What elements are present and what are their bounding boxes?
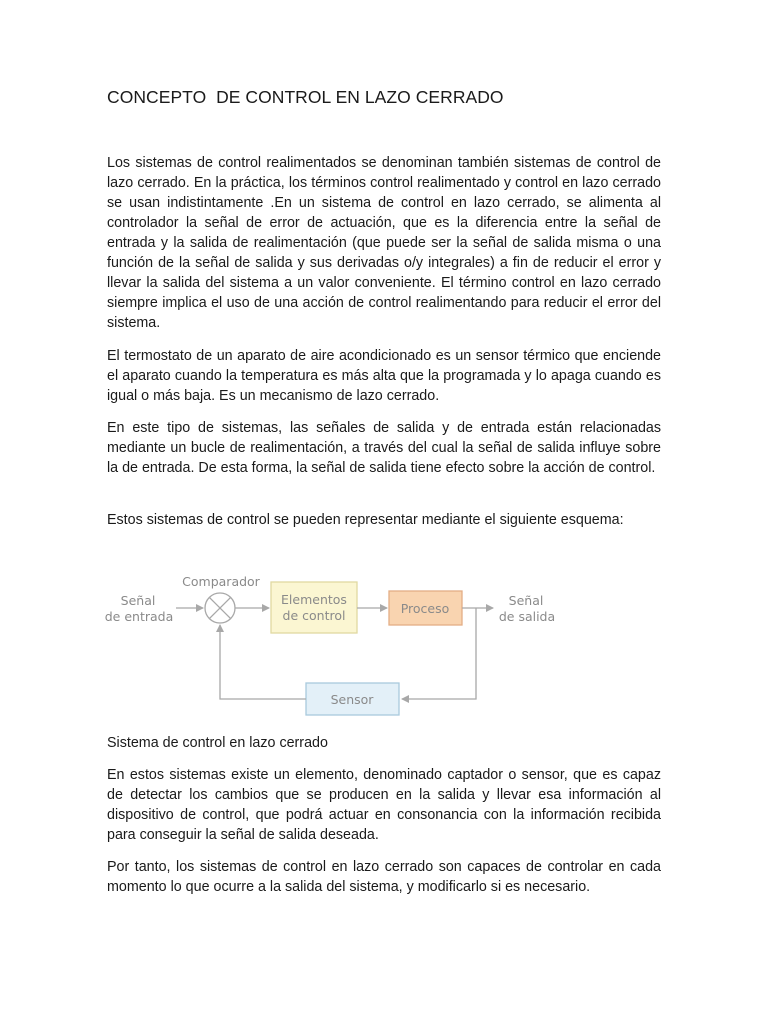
paragraph-feedback-loop: En este tipo de sistemas, las señales de salida y de entrada están relacionadas mediante un bucle de realimentación, a través del cual la señal de salida influye sobre la de entrada. De esta forma, la señal de salida tiene efecto sobre la acción de control.: [107, 420, 661, 476]
control-elements-label-line2: de control: [282, 608, 346, 623]
page-title: CONCEPTO DE CONTROL EN LAZO CERRADO: [107, 87, 504, 107]
feedback-path-to-comparator: [220, 625, 306, 699]
closed-loop-diagram-svg: [100, 568, 570, 720]
control-elements-label: Elementos: [281, 592, 347, 607]
sensor-label: Sensor: [330, 692, 374, 707]
paragraph-sensor: En estos sistemas existe un elemento, denominado captador o sensor, que es capaz de detectar los cambios que se producen en la salida y llevar esa información al dispositivo de control, que podrá actuar en consonancia con la información recibida para conseguir la señal de salida deseada.: [107, 767, 661, 843]
input-signal-label-line2: de entrada: [104, 609, 174, 624]
figure-caption: Sistema de control en lazo cerrado: [107, 735, 328, 751]
comparator-symbol: [205, 593, 235, 623]
process-label: Proceso: [400, 601, 450, 616]
comparator-label: Comparador: [182, 574, 260, 589]
closed-loop-diagram: [100, 568, 570, 720]
output-signal-label: Señal: [508, 593, 544, 608]
paragraph-definition: Los sistemas de control realimentados se denominan también sistemas de control de lazo cerrado. En la práctica, los términos control realimentado y control en lazo cerrado se usan indistintamente .En un sistema de control en lazo cerrado, se alimenta al controlador la señal de error de actuación, que es la diferencia entre la señal de entrada y la salida de realimentación (que puede ser la señal de salida misma o una función de la señal de salida y sus derivadas o/y integrales) a fin de reducir el error y llevar la salida del sistema a un valor conveniente. El término control en lazo cerrado siempre implica el uso de una acción de control realimentando para reducir el error del sistema.: [107, 155, 661, 331]
output-signal-label-line2: de salida: [498, 609, 556, 624]
paragraph-diagram-intro: Estos sistemas de control se pueden representar mediante el siguiente esquema:: [107, 512, 624, 528]
input-signal-label: Señal: [120, 593, 156, 608]
paragraph-conclusion: Por tanto, los sistemas de control en lazo cerrado son capaces de controlar en cada momento lo que ocurre a la salida del sistema, y modificarlo si es necesario.: [107, 859, 661, 895]
paragraph-thermostat: El termostato de un aparato de aire acondicionado es un sensor térmico que enciende el aparato cuando la temperatura es más alta que la programada y lo apaga cuando es igual o más baja. Es un mecanismo de lazo cerrado.: [107, 348, 661, 404]
